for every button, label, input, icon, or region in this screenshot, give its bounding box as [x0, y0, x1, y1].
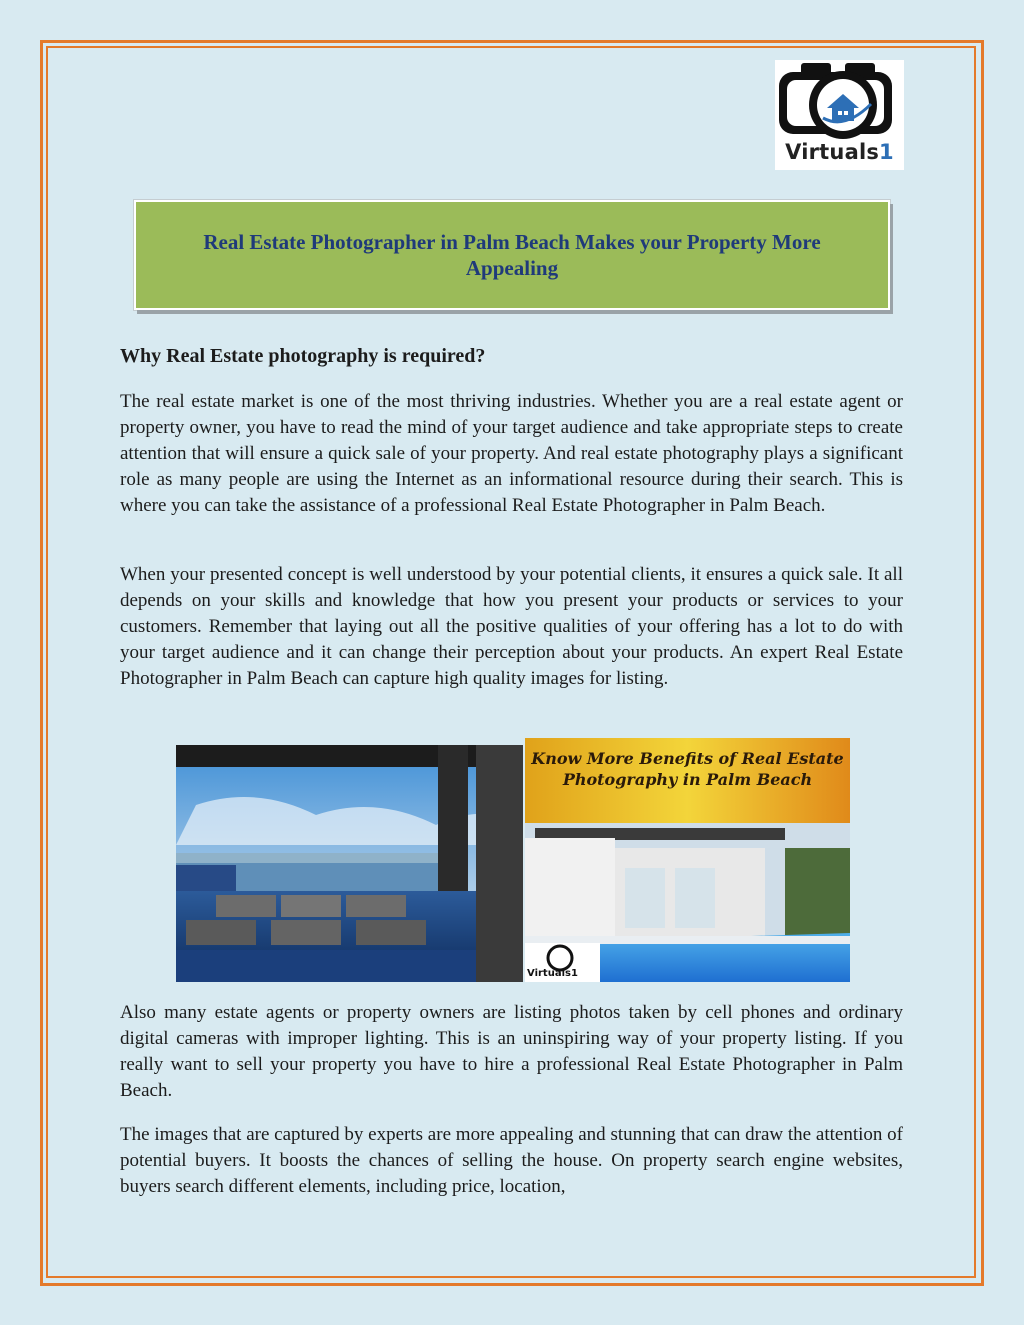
- paragraph-1: The real estate market is one of the most thriving industries. Whether you are a real estate agent or property owner, you have to read the mind of your target audience and take appropriate steps to create attention that will ensure a quick sale of your property. And real estate photography plays a significant role as many people are using the Internet as an informational resource during their search. This is where you can take the assistance of a professional Real Estate Photographer in Palm Beach.: [120, 391, 903, 516]
- page-title: Real Estate Photographer in Palm Beach Makes your Property More Appealing: [203, 230, 821, 280]
- virtuals1-logo: [775, 60, 904, 170]
- logo-wordmark: Virtuals1: [785, 140, 894, 164]
- paragraph-4: The images that are captured by experts are more appealing and stunning that can draw the attention of potential buyers. It boosts the chances of selling the house. On property search engine websites, buyers search different elements, including price, location,: [120, 1124, 903, 1197]
- promo-watermark: Virtuals1: [527, 968, 578, 979]
- promo-photo: [525, 738, 850, 982]
- title-banner: [134, 200, 890, 310]
- promo-caption: Know More Benefits of Real Estate Photography in Palm Beach: [531, 749, 844, 789]
- section-heading: Why Real Estate photography is required?: [120, 345, 486, 367]
- paragraph-3: Also many estate agents or property owners are listing photos taken by cell phones and ordinary digital cameras with improper lighting. This is an uninspiring way of your property listing. If you really want to sell your property you have to hire a professional Real Estate Photographer in Palm Beach.: [120, 1002, 903, 1101]
- camera-house-icon: [775, 60, 904, 142]
- paragraph-2: When your presented concept is well understood by your potential clients, it ensures a quick sale. It all depends on your skills and knowledge that how you present your products or services to your customers. Remember that laying out all the positive qualities of your offering has a lot to do with your target audience and it can change their perception about your products. An expert Real Estate Photographer in Palm Beach can capture high quality images for listing.: [120, 564, 903, 689]
- pool-photo: [176, 745, 523, 982]
